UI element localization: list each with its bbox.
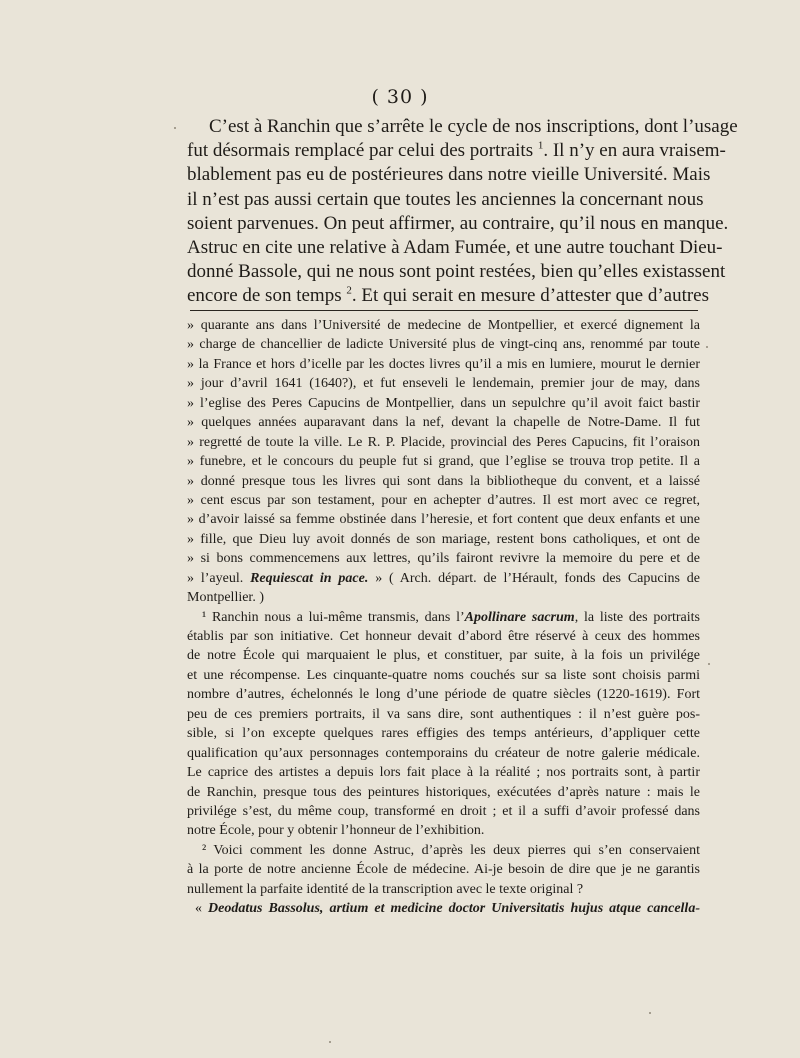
quote-line-5: » l’eglise des Peres Capucins de Montpellier, dans un sepulchre qu’il avoit faict bastir (187, 395, 700, 411)
footnote-1-line-2: établis par son initiative. Cet honneur devait d’abord être réservé à ceux des hommes (187, 629, 700, 644)
footnote-1-line-6: peu de ces premiers portraits, il va sans dire, sont authentiques : il n’est guère pos- (187, 706, 700, 722)
footnote-1-line-11: privilége s’est, du même coup, transformé en droit ; et il a suffi d’avoir professé dans (187, 803, 700, 819)
main-line-2 (187, 139, 726, 163)
quote-line-10: » cent escus par son testament, pour en achepter d’autres. Il est mort avec ce regret, (187, 492, 700, 508)
footnote-1-line-7: sible, si l’on excepte quelques rares effigies des temps antérieurs, d’appliquer cette (187, 726, 700, 742)
quote-line-12: » fille, que Dieu luy avoit donnés de son mariage, restent bons catholiques, et ont de (187, 531, 700, 547)
paper-speck (329, 1041, 331, 1043)
quote-line-7: » regretté de toute la ville. Le R. P. Placide, provincial des Peres Capucins, fit l’oraison (187, 434, 700, 450)
quote-line-14 (187, 569, 700, 588)
main-line-8-start: encore de son temps (187, 285, 347, 307)
main-line-6: Astruc en cite une relative à Adam Fumée, et une autre touchant Dieu- (187, 236, 723, 258)
main-line-2-start: fut désormais remplacé par celui des portraits (187, 140, 538, 162)
footnote-2-line-1: ² Voici comment les donne Astruc, d’après les deux pierres qui s’en conservaient (202, 842, 700, 858)
main-line-7: donné Bassole, qui ne nous sont point restées, bien qu’elles existassent (187, 261, 726, 283)
footnote-marker-1: 1 (537, 139, 544, 152)
page-number: ( 30 ) (371, 86, 429, 108)
main-text (187, 115, 738, 309)
paper-speck (706, 346, 708, 348)
quote-line-8: » funebre, et le concours du peuple fut si grand, que l’eglise se trouva trop petite. Il a (187, 454, 700, 470)
footnote-1-line-12: notre École, pour y obtenir l’honneur de l’exhibition. (187, 823, 485, 839)
paper-speck (174, 127, 176, 129)
main-line-2-end: . Il n’y en aura vraisem- (543, 140, 726, 162)
quote-line-9: » donné presque tous les livres qui sont dans la bibliotheque du convent, et a laissé (187, 473, 700, 489)
quote-line-2: » charge de chancellier de ladicte Université plus de vingt-cinq ans, renommé par toute (187, 337, 700, 353)
footnote-1-line-8: qualification qu’aux personnages contemporains du créateur de notre galerie médicale. (187, 745, 700, 761)
footnote-1-line-4: et une récompense. Les cinquante-quatre noms couchés sur sa liste sont choisis parmi (187, 667, 700, 683)
footnote-2-line-2: à la porte de notre ancienne École de médecine. Ai-je besoin de dire que je ne garantis (187, 862, 700, 878)
footnote-1-line-1 (187, 608, 700, 627)
footnote-1-line-3: de notre École qui marquaient le plus, et constituer, par suite, à la fois un privilége (187, 648, 700, 664)
footnote-marker-2: 2 (346, 284, 352, 297)
main-line-1: C’est à Ranchin que s’arrête le cycle de nos inscriptions, dont l’usage (209, 116, 738, 137)
requiescat-text: Requiescat in pace. (250, 570, 369, 586)
quote-line-1: » quarante ans dans l’Université de medecine de Montpellier, et exercé dignement la (187, 318, 700, 333)
main-line-5: soient parvenues. On peut affirmer, au contraire, qu’il nous en manque. (187, 212, 729, 234)
quote-line-4: » jour d’avril 1641 (1640?), et fut enseveli le lendemain, premier jour de may, dans (187, 376, 700, 392)
archive-reference: » ( Arch. départ. de l’Hérault, fonds des Capucins de (368, 570, 700, 586)
footnote-2-line-3: nullement la parfaite identité de la transcription avec le texte original ? (187, 881, 584, 897)
latin-inscription: Deodatus Bassolus, artium et medicine doctor Universitatis hujus atque cancella- (208, 901, 700, 917)
quote-line-13: » si bons commencemens aux lettres, qu’ils fairont revivre la memoire du pere et de (187, 551, 700, 567)
paper-speck (649, 1012, 651, 1014)
footnote-1-after-title: , la liste des portraits (574, 609, 700, 625)
footnote-1-line-5: nombre d’autres, échelonnés le long d’une période de quatre siècles (1220-1619). Fort (187, 687, 700, 703)
footnotes (187, 316, 700, 919)
ayeul-prefix: » l’ayeul. (187, 570, 251, 586)
quote-line-3: » la France et hors d’icelle par les doctes livres qu’il a mis en lumiere, mourut le dernier (187, 356, 700, 372)
footnote-separator (190, 310, 698, 311)
latin-open-quote: « (195, 901, 209, 917)
latin-inscription-line (187, 899, 700, 918)
main-line-8 (187, 284, 710, 308)
quote-line-15: Montpellier. ) (187, 590, 264, 606)
main-line-3: blablement pas eu de postérieures dans notre vieille Université. Mais (187, 164, 711, 186)
footnote-1-start: ¹ Ranchin nous a lui-même transmis, dans l’ (202, 609, 465, 625)
main-line-8-end: . Et qui serait en mesure d’attester que d’autres (351, 285, 710, 307)
quote-line-6: » quelques années auparavant dans la nef, devant la chapelle de Notre-Dame. Il fut (187, 415, 700, 431)
footnote-1-line-9: Le caprice des artistes a depuis lors fait place à la réalité ; nos portraits sont, à partir (187, 765, 700, 781)
quote-line-11: » d’avoir laissé sa femme obstinée dans l’heresie, et fort content que deux enfants et une (187, 512, 700, 528)
footnote-1-line-10: de Ranchin, presque tous des peintures historiques, exécutées d’après nature : mais le (187, 784, 700, 800)
apollinare-title: Apollinare sacrum (464, 609, 575, 625)
paper-speck (708, 663, 710, 665)
main-line-4: il n’est pas aussi certain que toutes les anciennes la concernant nous (187, 188, 704, 210)
